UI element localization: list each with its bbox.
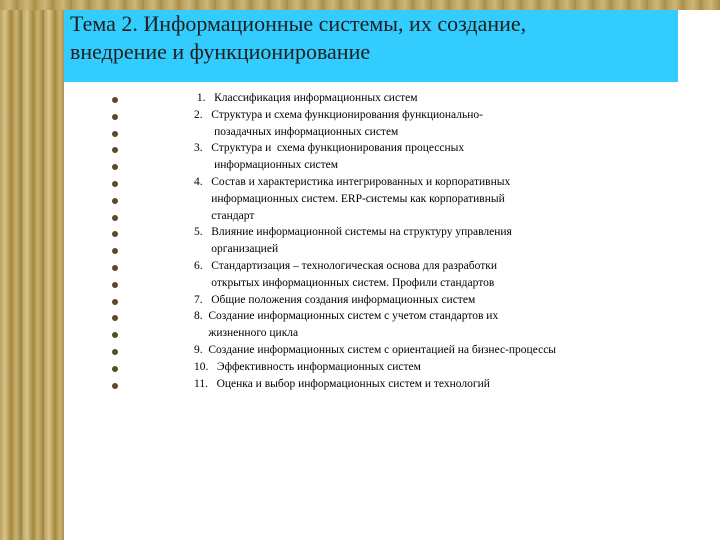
bullet-icon [112, 265, 118, 271]
slide-title-line-1: Тема 2. Информационные системы, их создание, [70, 11, 527, 36]
toc-line: 10. Эффективность информационных систем [194, 360, 421, 373]
bullet-icon [112, 215, 118, 221]
bullet-icon [112, 97, 118, 103]
toc-line: 1. Классификация информационных систем [194, 92, 418, 104]
gold-border-top [0, 0, 720, 10]
toc-line: позадачных информационных систем [194, 125, 399, 138]
toc-line: 7. Общие положения создания информационных систем [194, 293, 476, 306]
toc-line: 8. Создание информационных систем с учетом стандартов их [194, 310, 499, 323]
toc-line: 4. Состав и характеристика интегрированных и корпоративных [194, 175, 511, 188]
toc-line: 5. Влияние информационной системы на структуру управления [194, 226, 512, 239]
toc-line: информационных систем. ERP-системы как корпоративный [194, 192, 505, 205]
toc-line: 3. Структура и схема функционирования процессных [194, 142, 465, 155]
bullet-icon [112, 349, 118, 355]
toc-line: стандарт [194, 209, 255, 222]
bullet-icon [112, 131, 118, 137]
toc-line: информационных систем [194, 159, 339, 172]
gold-border-left [0, 0, 64, 540]
toc-line: организацией [194, 243, 279, 256]
bullet-icon [112, 299, 118, 305]
slide-title [70, 10, 670, 66]
toc-line: 11. Оценка и выбор информационных систем и технологий [194, 377, 490, 390]
slide-title-line-2: внедрение и функционирование [70, 39, 371, 64]
table-of-contents [194, 90, 654, 392]
bullet-icon [112, 181, 118, 187]
bullet-icon [112, 282, 118, 288]
toc-line: 6. Стандартизация – технологическая основа для разработки [194, 259, 497, 272]
bullet-icon [112, 366, 118, 372]
bullet-icon [112, 114, 118, 120]
toc-line: 2. Структура и схема функционирования функционально- [194, 108, 483, 121]
toc-line: открытых информационных систем. Профили стандартов [194, 276, 495, 289]
toc-line: 9. Создание информационных систем с ориентацией на бизнес-процессы [194, 343, 557, 356]
bullet-icon [112, 383, 118, 389]
bullet-icon [112, 198, 118, 204]
toc-line: жизненного цикла [194, 327, 299, 340]
